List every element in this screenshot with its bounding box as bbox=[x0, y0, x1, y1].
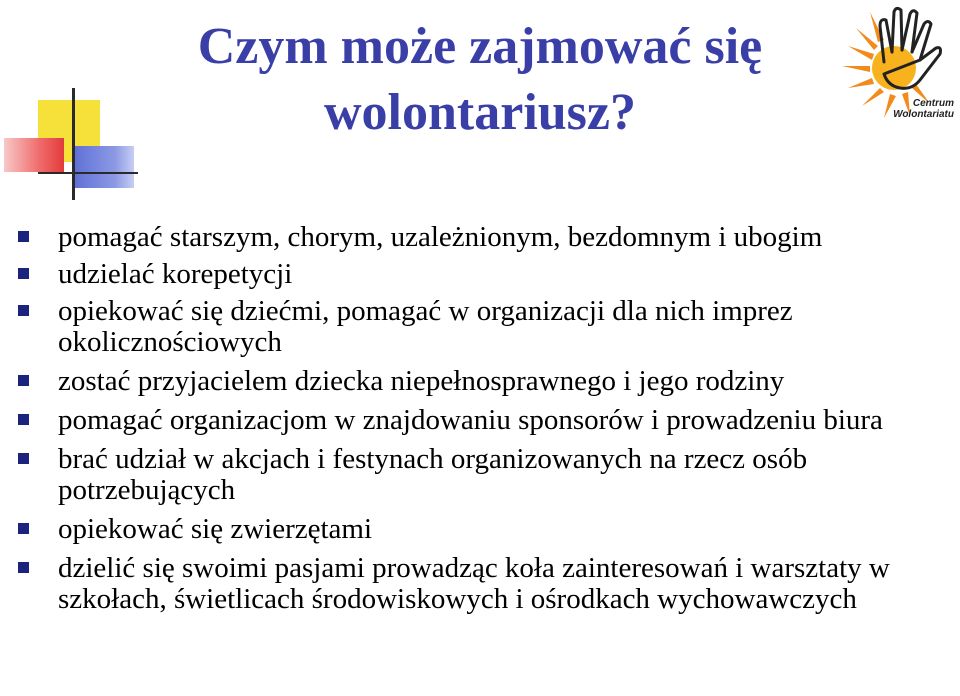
square-bullet-icon bbox=[18, 231, 29, 242]
list-item-text: zostać przyjacielem dziecka niepełnosprawnego i jego rodziny bbox=[58, 365, 785, 397]
list-item bbox=[0, 366, 960, 397]
square-bullet-icon bbox=[18, 414, 29, 425]
list-item-text: pomagać starszym, chorym, uzależnionym, bezdomnym i ubogim bbox=[58, 221, 823, 253]
square-bullet-icon bbox=[18, 268, 29, 279]
horizontal-line bbox=[38, 172, 138, 174]
list-item bbox=[0, 553, 960, 615]
square-bullet-icon bbox=[18, 523, 29, 534]
red-square bbox=[4, 138, 64, 172]
square-bullet-icon bbox=[18, 375, 29, 386]
list-item bbox=[0, 444, 960, 506]
page-title: Czym może zajmować się wolontariusz? bbox=[197, 18, 763, 141]
list-item-text: opiekować się zwierzętami bbox=[58, 513, 373, 545]
logo-line-2: Wolontariatu bbox=[893, 109, 954, 120]
decorative-corner-graphic bbox=[0, 0, 140, 210]
list-item bbox=[0, 296, 960, 358]
list-item-text: udzielać korepetycji bbox=[58, 258, 293, 290]
centrum-wolontariatu-logo bbox=[840, 2, 956, 120]
list-item-text: opiekować się dziećmi, pomagać w organizacji dla nich imprez okolicznościowych bbox=[58, 295, 793, 358]
logo-label bbox=[884, 98, 954, 120]
list-item-text: brać udział w akcjach i festynach organizowanych na rzecz osób potrzebujących bbox=[58, 443, 808, 506]
volunteer-activities-list bbox=[0, 222, 960, 615]
list-item bbox=[0, 222, 960, 253]
list-item bbox=[0, 259, 960, 290]
list-item bbox=[0, 405, 960, 436]
logo-line-1: Centrum bbox=[912, 98, 954, 109]
list-item-text: dzielić się swoimi pasjami prowadząc koła zainteresowań i warsztaty w szkołach, świetlicach środowiskowych i ośrodkach wychowawczych bbox=[58, 552, 890, 615]
blue-square bbox=[72, 146, 134, 188]
square-bullet-icon bbox=[18, 305, 29, 316]
list-item bbox=[0, 514, 960, 545]
square-bullet-icon bbox=[18, 562, 29, 573]
vertical-line bbox=[72, 88, 75, 200]
list-item-text: pomagać organizacjom w znajdowaniu sponsorów i prowadzeniu biura bbox=[58, 404, 883, 436]
square-bullet-icon bbox=[18, 453, 29, 464]
